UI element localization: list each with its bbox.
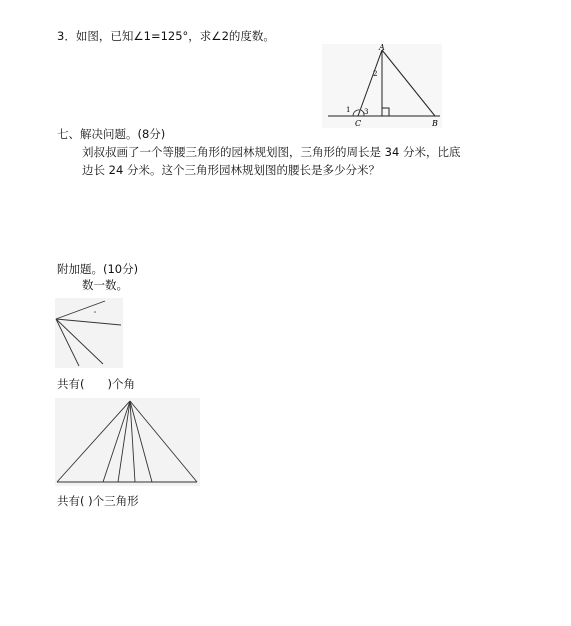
bonus-instruction: 数一数。	[82, 278, 128, 292]
label-B: B	[432, 119, 438, 128]
bonus-heading: 附加题。(10分)	[57, 262, 139, 276]
triangles-answer: 共有( )个三角形	[57, 494, 139, 508]
section-7-problem-line-1: 刘叔叔画了一个等腰三角形的园林规划图，三角形的周长是 34 分米，比底	[82, 145, 461, 159]
label-angle-3: 3	[364, 108, 369, 116]
triangle-figure	[322, 44, 442, 128]
label-angle-1: 1	[346, 106, 351, 114]
angles-answer: 共有( )个角	[57, 377, 135, 391]
label-angle-2: 2	[373, 70, 378, 78]
question-3-text: 3．如图，已知∠1=125°，求∠2的度数。	[57, 29, 275, 43]
section-7-heading: 七、解决问题。(8分)	[57, 127, 166, 141]
label-C: C	[355, 119, 362, 128]
angles-figure	[55, 298, 123, 368]
label-A: A	[379, 44, 385, 52]
section-7-problem-line-2: 边长 24 分米。这个三角形园林规划图的腰长是多少分米？	[82, 163, 380, 177]
triangles-figure	[55, 398, 200, 486]
